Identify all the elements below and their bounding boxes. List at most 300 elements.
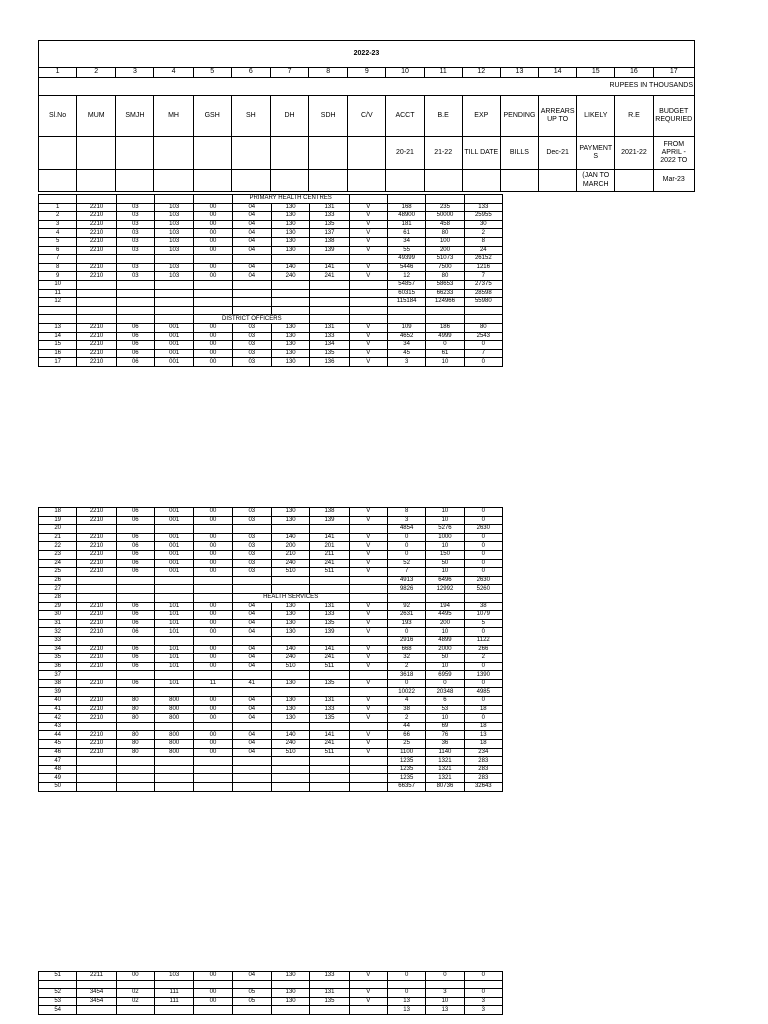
table-cell: 14 bbox=[39, 332, 77, 341]
district-rows bbox=[39, 323, 503, 366]
table-cell: 2210 bbox=[77, 263, 116, 272]
table-cell bbox=[154, 671, 193, 680]
table-cell bbox=[77, 280, 116, 289]
table-cell: 54857 bbox=[387, 280, 425, 289]
table-cell: 2211 bbox=[77, 972, 116, 981]
table-cell: 53 bbox=[39, 997, 77, 1006]
column-subheader-cell: 21-22 bbox=[424, 137, 462, 170]
table-cell: 131 bbox=[310, 697, 349, 706]
table-cell: 55 bbox=[387, 246, 425, 255]
table-cell: 00 bbox=[194, 237, 232, 246]
table-cell: 130 bbox=[271, 516, 309, 525]
table-row bbox=[39, 1006, 503, 1015]
table-cell: 138 bbox=[310, 508, 349, 517]
table-cell: 3454 bbox=[77, 997, 116, 1006]
table-cell: 23 bbox=[39, 550, 77, 559]
table-cell bbox=[271, 1006, 309, 1015]
table-cell bbox=[349, 774, 387, 783]
table-cell bbox=[194, 525, 232, 534]
table-cell bbox=[232, 757, 271, 766]
table-cell: 510 bbox=[271, 568, 309, 577]
table-cell bbox=[154, 980, 193, 989]
table-row bbox=[39, 972, 503, 981]
table-cell bbox=[271, 525, 309, 534]
column-header-cell: SDH bbox=[309, 96, 348, 137]
table-cell: 001 bbox=[154, 341, 193, 350]
table-cell: 26 bbox=[39, 576, 77, 585]
column-header-cell: PENDING bbox=[500, 96, 538, 137]
table-cell bbox=[349, 585, 387, 594]
column-number-cell: 5 bbox=[193, 68, 231, 78]
table-cell bbox=[232, 585, 271, 594]
table-cell: 00 bbox=[194, 602, 232, 611]
table-cell: 001 bbox=[154, 542, 193, 551]
table-cell: 43 bbox=[39, 722, 77, 731]
table-cell: 00 bbox=[194, 748, 232, 757]
table-cell: 0 bbox=[426, 341, 464, 350]
table-cell: 140 bbox=[271, 263, 309, 272]
table-cell: 001 bbox=[154, 358, 193, 367]
table-cell bbox=[349, 783, 387, 792]
column-subheader-extra-cell bbox=[39, 170, 77, 192]
table-row bbox=[39, 774, 503, 783]
table-cell bbox=[77, 636, 116, 645]
table-cell: 05 bbox=[232, 997, 271, 1006]
table-cell: 04 bbox=[232, 645, 271, 654]
table-cell: 140 bbox=[271, 533, 309, 542]
table-cell bbox=[349, 671, 387, 680]
table-cell bbox=[310, 298, 349, 307]
column-number-cell: 2 bbox=[77, 68, 116, 78]
table-cell: 7 bbox=[39, 255, 77, 264]
table-cell: 141 bbox=[310, 645, 349, 654]
table-cell: 2 bbox=[387, 714, 425, 723]
table-cell: 2210 bbox=[77, 508, 116, 517]
table-cell: 30 bbox=[39, 611, 77, 620]
table-row bbox=[39, 654, 503, 663]
table-cell bbox=[232, 980, 271, 989]
units-label: RUPEES IN THOUSANDS bbox=[39, 78, 695, 96]
table-cell bbox=[154, 255, 193, 264]
table-cell: 25 bbox=[39, 568, 77, 577]
table-row bbox=[39, 525, 503, 534]
table-cell: V bbox=[349, 731, 387, 740]
section-title-health: HEALTH SERVICES bbox=[232, 593, 349, 602]
table-cell: 2210 bbox=[77, 332, 116, 341]
table-cell: 101 bbox=[154, 679, 193, 688]
table-cell bbox=[194, 1006, 232, 1015]
table-cell: 2210 bbox=[77, 679, 116, 688]
table-cell: 3 bbox=[39, 220, 77, 229]
table-row bbox=[39, 705, 503, 714]
table-cell: 6 bbox=[426, 697, 464, 706]
table-row bbox=[39, 576, 503, 585]
table-cell: 34 bbox=[39, 645, 77, 654]
table-cell: 1216 bbox=[464, 263, 502, 272]
table-cell: 19 bbox=[39, 516, 77, 525]
table-cell: 8 bbox=[387, 508, 425, 517]
table-cell bbox=[310, 636, 349, 645]
table-cell: 80 bbox=[116, 731, 154, 740]
table-cell bbox=[232, 1006, 271, 1015]
table-cell: 200 bbox=[271, 542, 309, 551]
column-subheader-cell bbox=[77, 137, 116, 170]
column-number-cell: 6 bbox=[231, 68, 270, 78]
table-cell bbox=[349, 757, 387, 766]
table-cell: 00 bbox=[194, 542, 232, 551]
table-cell: 03 bbox=[232, 349, 271, 358]
table-cell: 00 bbox=[116, 972, 154, 981]
table-cell: 1235 bbox=[387, 765, 425, 774]
table-cell: V bbox=[349, 602, 387, 611]
table-cell: 4 bbox=[387, 697, 425, 706]
table-cell bbox=[77, 980, 116, 989]
table-cell: 80 bbox=[116, 748, 154, 757]
table-cell bbox=[232, 636, 271, 645]
table-cell bbox=[77, 525, 116, 534]
table-cell: 06 bbox=[116, 654, 154, 663]
table-cell: 00 bbox=[194, 619, 232, 628]
table-cell: 800 bbox=[154, 748, 193, 757]
table-cell: 00 bbox=[194, 508, 232, 517]
table-cell bbox=[116, 525, 154, 534]
column-subheader-cell: 2021-22 bbox=[615, 137, 653, 170]
table-cell: 103 bbox=[154, 246, 193, 255]
table-cell bbox=[232, 255, 271, 264]
table-cell: 130 bbox=[271, 358, 309, 367]
table-cell: 00 bbox=[194, 323, 232, 332]
table-cell: 130 bbox=[271, 508, 309, 517]
table-cell: 04 bbox=[232, 611, 271, 620]
table-row bbox=[39, 980, 503, 989]
table-cell: 18 bbox=[464, 722, 502, 731]
table-cell: 103 bbox=[154, 229, 193, 238]
table-cell bbox=[116, 298, 154, 307]
table-cell: 133 bbox=[310, 212, 349, 221]
table-cell: 41 bbox=[232, 679, 271, 688]
table-cell: 135 bbox=[310, 619, 349, 628]
table-cell: 200 bbox=[426, 246, 464, 255]
table-cell: V bbox=[349, 516, 387, 525]
table-cell bbox=[77, 1006, 116, 1015]
column-number-cell: 8 bbox=[309, 68, 348, 78]
table-cell: 03 bbox=[232, 508, 271, 517]
table-cell: 139 bbox=[310, 628, 349, 637]
column-number-cell: 16 bbox=[615, 68, 653, 78]
table-cell: 124966 bbox=[426, 298, 464, 307]
table-cell: 36 bbox=[39, 662, 77, 671]
table-cell bbox=[77, 298, 116, 307]
table-cell: 5260 bbox=[464, 585, 502, 594]
table-cell: 06 bbox=[116, 628, 154, 637]
table-cell: V bbox=[349, 550, 387, 559]
table-cell: 0 bbox=[464, 542, 502, 551]
table-cell bbox=[310, 765, 349, 774]
table-cell: 0 bbox=[464, 358, 502, 367]
table-cell: 06 bbox=[116, 619, 154, 628]
table-cell bbox=[77, 289, 116, 298]
table-row bbox=[39, 619, 503, 628]
table-cell bbox=[310, 757, 349, 766]
table-cell bbox=[116, 774, 154, 783]
table-cell: 150 bbox=[426, 550, 464, 559]
table-cell: 5 bbox=[464, 619, 502, 628]
table-cell: 35 bbox=[39, 654, 77, 663]
table-cell: V bbox=[349, 508, 387, 517]
fiscal-year-title: 2022-23 bbox=[39, 41, 695, 68]
table-cell: 03 bbox=[232, 559, 271, 568]
table-cell: 28598 bbox=[464, 289, 502, 298]
table-cell: 0 bbox=[464, 989, 502, 998]
table-cell bbox=[77, 688, 116, 697]
table-cell: 2210 bbox=[77, 237, 116, 246]
table-cell: 06 bbox=[116, 332, 154, 341]
table-cell bbox=[271, 783, 309, 792]
table-cell: 12 bbox=[39, 298, 77, 307]
table-cell: 03 bbox=[232, 358, 271, 367]
table-cell: 03 bbox=[116, 229, 154, 238]
table-cell: 510 bbox=[271, 748, 309, 757]
column-subheader-extra-cell: Mar-23 bbox=[653, 170, 695, 192]
table-cell: 10 bbox=[426, 997, 464, 1006]
table-cell bbox=[77, 722, 116, 731]
table-cell bbox=[194, 289, 232, 298]
table-cell: 32643 bbox=[464, 783, 502, 792]
table-cell bbox=[271, 774, 309, 783]
table-cell bbox=[271, 671, 309, 680]
table-cell: 46 bbox=[39, 748, 77, 757]
table-cell: 4913 bbox=[387, 576, 425, 585]
table-cell bbox=[77, 783, 116, 792]
table-cell: 51073 bbox=[426, 255, 464, 264]
table-cell: 02 bbox=[116, 989, 154, 998]
table-cell: 00 bbox=[194, 550, 232, 559]
table-cell: 800 bbox=[154, 714, 193, 723]
table-cell bbox=[271, 980, 309, 989]
table-cell: 1 bbox=[39, 203, 77, 212]
table-cell: 241 bbox=[310, 654, 349, 663]
table-cell: 4854 bbox=[387, 525, 425, 534]
table-cell: 30 bbox=[464, 220, 502, 229]
table-row bbox=[39, 237, 503, 246]
table-cell bbox=[77, 255, 116, 264]
table-cell: 130 bbox=[271, 679, 309, 688]
column-subheader-extra-cell bbox=[424, 170, 462, 192]
table-cell: 2630 bbox=[464, 576, 502, 585]
table-cell bbox=[387, 980, 425, 989]
table-cell: 001 bbox=[154, 568, 193, 577]
table-cell: 135 bbox=[310, 714, 349, 723]
table-cell bbox=[232, 280, 271, 289]
table-cell: V bbox=[349, 662, 387, 671]
column-subheader-extra-cell bbox=[386, 170, 424, 192]
table-cell bbox=[194, 280, 232, 289]
table-cell: 1100 bbox=[387, 748, 425, 757]
table-cell: 193 bbox=[387, 619, 425, 628]
table-cell bbox=[310, 980, 349, 989]
table-cell: 458 bbox=[426, 220, 464, 229]
table-cell: 115184 bbox=[387, 298, 425, 307]
table-cell bbox=[232, 289, 271, 298]
table-row bbox=[39, 255, 503, 264]
table-cell: 134 bbox=[310, 341, 349, 350]
table-cell: 52 bbox=[387, 559, 425, 568]
table-cell: 2210 bbox=[77, 220, 116, 229]
table-cell: 04 bbox=[232, 697, 271, 706]
table-cell: 06 bbox=[116, 645, 154, 654]
data-table-block-1 bbox=[38, 194, 503, 367]
table-cell: 10 bbox=[426, 516, 464, 525]
column-number-cell: 3 bbox=[116, 68, 154, 78]
table-cell: 34 bbox=[387, 237, 425, 246]
table-cell: 7 bbox=[387, 568, 425, 577]
column-header-cell: ACCT bbox=[386, 96, 424, 137]
table-row bbox=[39, 731, 503, 740]
table-cell: 136 bbox=[310, 358, 349, 367]
table-cell: 1140 bbox=[426, 748, 464, 757]
table-cell: 04 bbox=[232, 731, 271, 740]
column-subheader-cell bbox=[231, 137, 270, 170]
table-row bbox=[39, 289, 503, 298]
table-cell bbox=[116, 980, 154, 989]
table-cell: 510 bbox=[271, 662, 309, 671]
table-cell: 03 bbox=[116, 263, 154, 272]
table-cell: 101 bbox=[154, 611, 193, 620]
table-cell: 131 bbox=[310, 989, 349, 998]
table-cell: 3 bbox=[464, 997, 502, 1006]
table-cell: 168 bbox=[387, 203, 425, 212]
table-cell: 111 bbox=[154, 989, 193, 998]
table-cell: 04 bbox=[232, 740, 271, 749]
table-cell: 04 bbox=[232, 272, 271, 281]
table-cell: 04 bbox=[232, 714, 271, 723]
table-cell: 283 bbox=[464, 765, 502, 774]
table-cell: 36 bbox=[426, 740, 464, 749]
table-cell bbox=[464, 980, 502, 989]
table-cell bbox=[194, 636, 232, 645]
table-cell: 235 bbox=[426, 203, 464, 212]
table-cell: 48900 bbox=[387, 212, 425, 221]
table-cell: 186 bbox=[426, 323, 464, 332]
column-subheader-extra-cell bbox=[462, 170, 500, 192]
table-cell: 2631 bbox=[387, 611, 425, 620]
table-cell: 00 bbox=[194, 731, 232, 740]
table-cell: 13 bbox=[426, 1006, 464, 1015]
table-cell: 2210 bbox=[77, 349, 116, 358]
table-row bbox=[39, 636, 503, 645]
header-row-extra bbox=[39, 170, 695, 192]
table-cell: V bbox=[349, 568, 387, 577]
table-cell: 49399 bbox=[387, 255, 425, 264]
column-number-cell: 10 bbox=[386, 68, 424, 78]
table-cell: 3454 bbox=[77, 989, 116, 998]
column-subheader-cell bbox=[270, 137, 308, 170]
table-cell: 03 bbox=[232, 323, 271, 332]
table-cell: 135 bbox=[310, 349, 349, 358]
table-cell: 20 bbox=[39, 525, 77, 534]
table-cell: 80736 bbox=[426, 783, 464, 792]
table-cell: 7 bbox=[464, 349, 502, 358]
budget-header-table bbox=[38, 40, 695, 192]
table-cell: 234 bbox=[464, 748, 502, 757]
table-cell: 0 bbox=[464, 697, 502, 706]
table-cell: 04 bbox=[232, 662, 271, 671]
table-cell: 103 bbox=[154, 972, 193, 981]
table-row bbox=[39, 611, 503, 620]
table-row bbox=[39, 722, 503, 731]
table-cell: 06 bbox=[116, 611, 154, 620]
table-cell: 80 bbox=[116, 705, 154, 714]
table-cell: 241 bbox=[310, 559, 349, 568]
table-cell: 34 bbox=[387, 341, 425, 350]
column-subheader-cell: Dec-21 bbox=[539, 137, 577, 170]
table-cell: 50 bbox=[426, 559, 464, 568]
table-cell bbox=[154, 525, 193, 534]
table-cell: 101 bbox=[154, 654, 193, 663]
table-cell: 06 bbox=[116, 508, 154, 517]
table-cell: V bbox=[349, 997, 387, 1006]
table-cell: 130 bbox=[271, 212, 309, 221]
table-cell: V bbox=[349, 542, 387, 551]
table-row bbox=[39, 997, 503, 1006]
column-header-cell: GSH bbox=[193, 96, 231, 137]
table-cell: 0 bbox=[426, 679, 464, 688]
table-cell: 00 bbox=[194, 705, 232, 714]
column-subheader-cell: TILL DATE bbox=[462, 137, 500, 170]
table-cell: 33 bbox=[39, 636, 77, 645]
table-cell bbox=[310, 671, 349, 680]
table-cell: 2210 bbox=[77, 358, 116, 367]
table-row bbox=[39, 212, 503, 221]
table-cell: 13 bbox=[387, 1006, 425, 1015]
column-number-cell: 17 bbox=[653, 68, 695, 78]
table-cell: 16 bbox=[39, 349, 77, 358]
table-cell bbox=[310, 289, 349, 298]
table-cell bbox=[271, 765, 309, 774]
table-cell: 00 bbox=[194, 246, 232, 255]
table-cell bbox=[154, 289, 193, 298]
table-cell: 3618 bbox=[387, 671, 425, 680]
column-subheader-extra-cell bbox=[116, 170, 154, 192]
table-cell: 53 bbox=[426, 705, 464, 714]
table-cell: 133 bbox=[310, 332, 349, 341]
column-number-row bbox=[39, 68, 695, 78]
column-header-cell: LIKELY bbox=[577, 96, 615, 137]
table-cell: 03 bbox=[232, 568, 271, 577]
table-cell: 6959 bbox=[426, 671, 464, 680]
table-cell bbox=[154, 636, 193, 645]
table-cell: 266 bbox=[464, 645, 502, 654]
table-cell: 03 bbox=[232, 516, 271, 525]
table-cell: 06 bbox=[116, 341, 154, 350]
table-cell: 00 bbox=[194, 220, 232, 229]
table-cell bbox=[349, 765, 387, 774]
table-cell: 0 bbox=[464, 341, 502, 350]
table-cell: 103 bbox=[154, 220, 193, 229]
table-cell: 241 bbox=[310, 272, 349, 281]
column-subheader-extra-cell bbox=[270, 170, 308, 192]
column-subheader-cell bbox=[309, 137, 348, 170]
table-cell bbox=[310, 722, 349, 731]
table-cell: 10 bbox=[426, 508, 464, 517]
table-cell: 66 bbox=[387, 731, 425, 740]
table-cell: 130 bbox=[271, 203, 309, 212]
table-cell: 80 bbox=[116, 714, 154, 723]
table-cell: 80 bbox=[426, 272, 464, 281]
table-cell bbox=[232, 576, 271, 585]
table-row bbox=[39, 332, 503, 341]
table-cell: 32 bbox=[39, 628, 77, 637]
